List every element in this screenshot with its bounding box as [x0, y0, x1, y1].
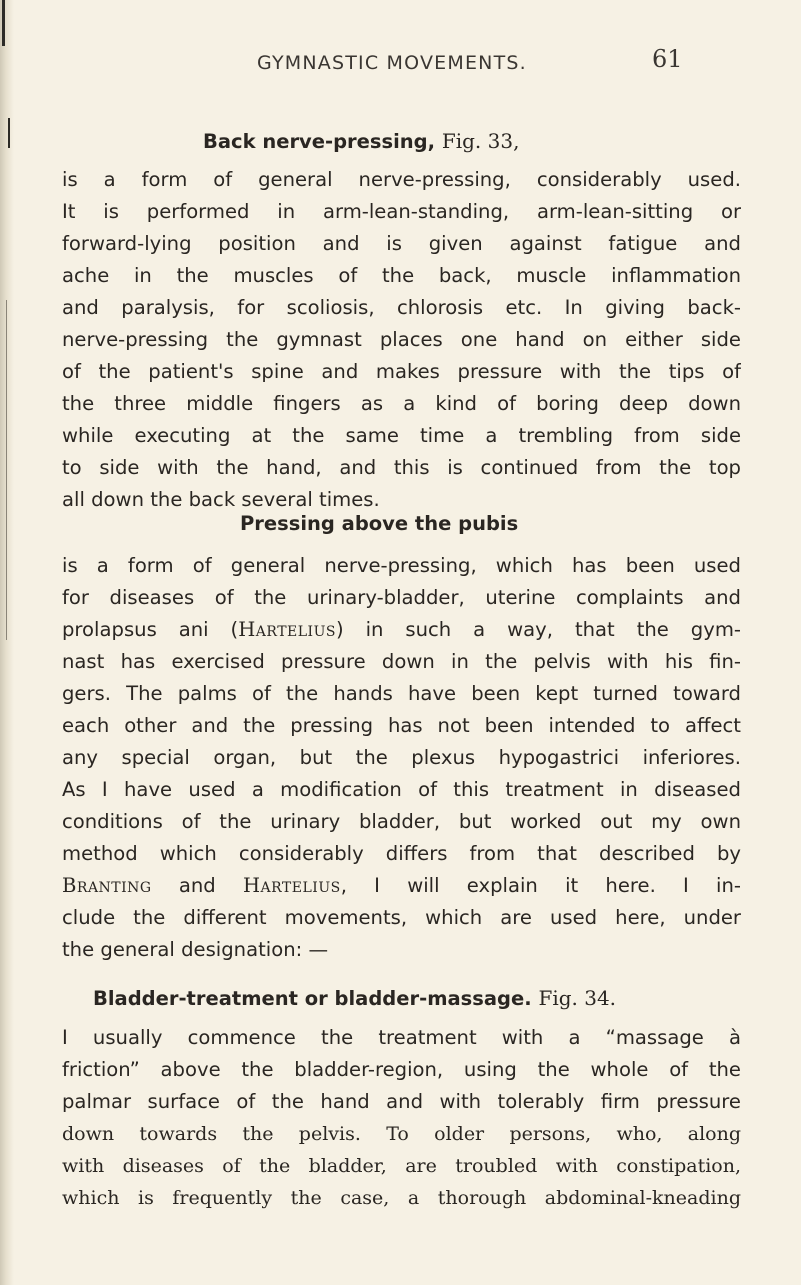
text-line: to side with the hand, and this is continued from the top [62, 456, 741, 479]
page-binding-edge [0, 0, 14, 1285]
text-line: for diseases of the urinary-bladder, uterine complaints and [62, 586, 741, 609]
heading-text: Bladder-treatment or bladder-massage. [93, 987, 532, 1010]
text-line [62, 615, 741, 645]
author-name: Hartelius [242, 874, 341, 897]
text-line: ache in the muscles of the back, muscle inflammation [62, 264, 741, 287]
text-line: is a form of general nerve-pressing, considerably used. [62, 168, 741, 191]
text-line: forward-lying position and is given against fatigue and [62, 232, 741, 255]
binding-mark [2, 0, 5, 46]
text-line [62, 871, 741, 901]
text-line: down towards the pelvis. To older persons, who, along [62, 1123, 741, 1145]
text-line: while executing at the same time a trembling from side [62, 424, 741, 447]
section-heading-back-nerve-pressing [203, 129, 519, 153]
figure-reference: Fig. 33, [441, 129, 520, 153]
text-line: conditions of the urinary bladder, but worked out my own [62, 810, 741, 833]
author-name: Hartelius [238, 618, 336, 641]
text-line: of the patient's spine and makes pressure with the tips of [62, 360, 741, 383]
heading-text: Back nerve-pressing, [203, 130, 436, 153]
text-run: prolapsus ani ( [62, 618, 239, 641]
text-line: nast has exercised pressure down in the pelvis with his fin- [62, 650, 741, 673]
text-line: method which considerably differs from that described by [62, 842, 741, 865]
text-line: each other and the pressing has not been intended to affect [62, 714, 741, 737]
text-line: I usually commence the treatment with a “massage à [62, 1026, 741, 1049]
text-line: with diseases of the bladder, are troubled with constipation, [62, 1155, 741, 1177]
binding-mark [6, 300, 7, 640]
text-line: the three middle fingers as a kind of boring deep down [62, 392, 741, 415]
figure-reference: Fig. 34. [538, 986, 617, 1010]
text-line: friction” above the bladder-region, using the whole of the [62, 1058, 741, 1081]
page-number: 61 [652, 45, 683, 73]
text-line: As I have used a modification of this treatment in diseased [62, 778, 741, 801]
text-line: is a form of general nerve-pressing, which has been used [62, 554, 741, 577]
text-line: nerve-pressing the gymnast places one hand on either side [62, 328, 741, 351]
heading-text: Pressing above the pubis [240, 512, 519, 535]
text-line: clude the different movements, which are used here, under [62, 906, 741, 929]
text-line: and paralysis, for scoliosis, chlorosis etc. In giving back- [62, 296, 741, 319]
section-heading-pressing-above-pubis [240, 512, 518, 535]
author-name: Branting [62, 874, 152, 897]
text-line: palmar surface of the hand and with tolerably firm pressure [62, 1090, 741, 1113]
text-line: It is performed in arm-lean-standing, arm-lean-sitting or [62, 200, 741, 223]
text-line: all down the back several times. [62, 488, 380, 511]
text-run: , I will explain it here. I in- [340, 874, 741, 897]
text-run: and [151, 874, 243, 897]
section-heading-bladder-treatment [93, 986, 616, 1010]
running-head: GYMNASTIC MOVEMENTS. [257, 52, 527, 74]
text-line: any special organ, but the plexus hypogastrici inferiores. [62, 746, 741, 769]
text-line: gers. The palms of the hands have been kept turned toward [62, 682, 741, 705]
text-run: ) in such a way, that the gym- [335, 618, 741, 641]
binding-mark [8, 118, 10, 148]
text-line: which is frequently the case, a thorough abdominal-kneading [62, 1187, 741, 1209]
text-line: the general designation: — [62, 938, 329, 961]
